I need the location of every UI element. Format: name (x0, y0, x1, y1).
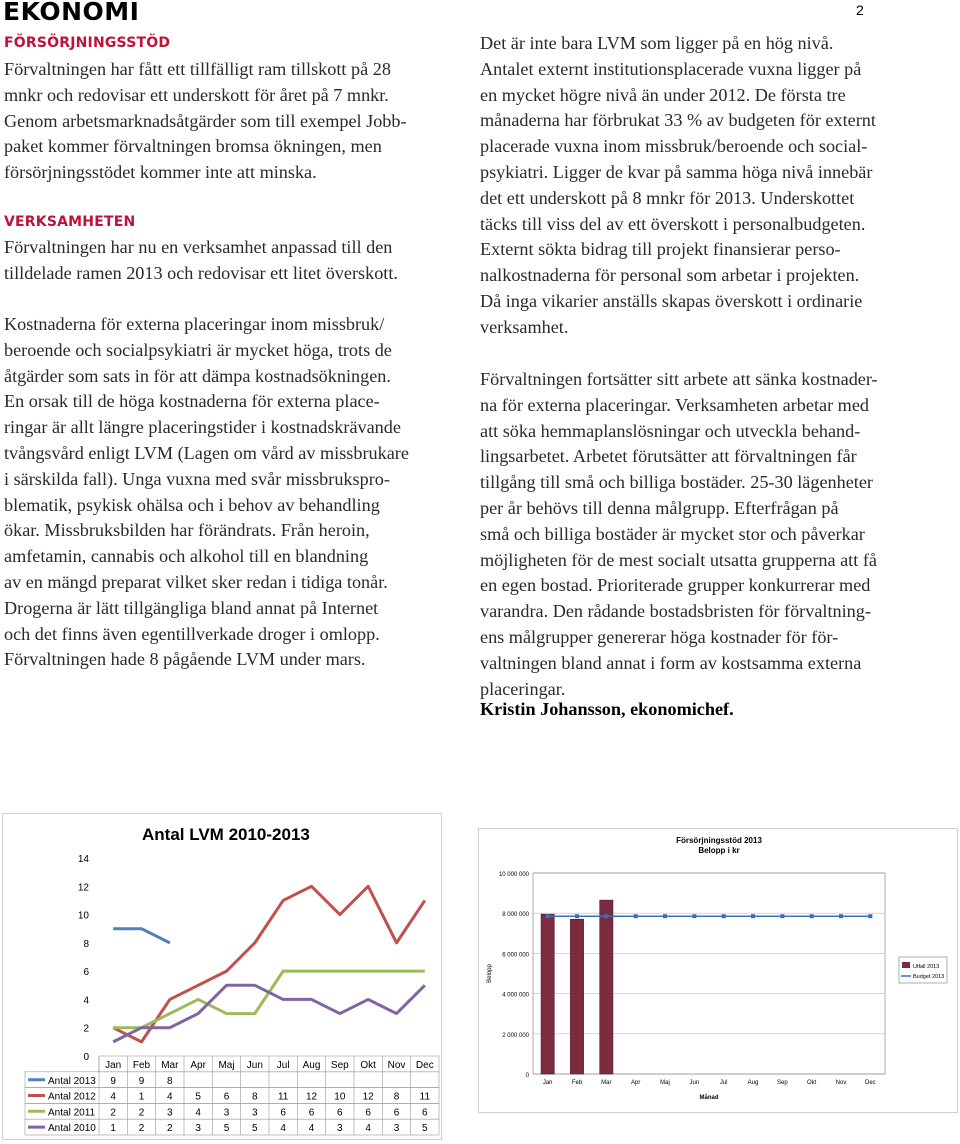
data-label: 6 (422, 1107, 428, 1119)
data-label: 1 (138, 1091, 145, 1103)
budget-point (722, 914, 726, 918)
x-tick-label: Maj (218, 1060, 235, 1071)
x-tick-label: Jun (246, 1060, 263, 1071)
text-line: en egen bostad. Prioriterade grupper konkurrerar med (480, 575, 871, 596)
x-tick-label: Sep (776, 1080, 788, 1086)
data-label: 2 (138, 1123, 145, 1135)
text-line: blematik, psykisk ohälsa och i behov av behandling (4, 494, 380, 515)
data-label: 3 (167, 1107, 173, 1119)
text-line: verksamhet. (480, 316, 569, 337)
text-line: amfetamin, cannabis och alkohol till en blandning (4, 546, 369, 567)
legend-label: Antal 2012 (48, 1091, 96, 1103)
text-line: möjligheten för de mest socialt utsatta grupperna att få (480, 549, 877, 570)
text-line: och det finns även egentillverkade droger i omlopp. (4, 623, 380, 644)
y-tick-label: 6 (83, 967, 89, 979)
x-tick-label: Maj (660, 1080, 670, 1086)
legend-label: Utfall 2013 (913, 964, 940, 970)
text-line: Förvaltningen har nu en verksamhet anpassad till den (4, 237, 393, 257)
text-line: åtgärder som sats in för att dämpa kostnadsökningen. (4, 365, 391, 386)
text-line: tvångsvård enligt LVM (Lagen om vård av missbrukare (4, 442, 409, 463)
data-label: 8 (252, 1091, 258, 1103)
data-label: 2 (110, 1107, 116, 1119)
data-label: 10 (334, 1091, 346, 1103)
data-label: 4 (110, 1091, 116, 1103)
data-label: 4 (308, 1123, 315, 1135)
chart-title: Försörjningsstöd 2013 (676, 836, 762, 845)
x-tick-label: Sep (330, 1060, 349, 1071)
text-line: Förvaltningen fortsätter sitt arbete att sänka kostnader- (480, 369, 878, 389)
bar (600, 900, 613, 1074)
series-line (113, 929, 170, 943)
text-line: psykiatri. Ligger de kvar på samma höga nivå innebär (480, 161, 873, 182)
legend-label: Antal 2010 (48, 1123, 96, 1135)
text-line: lingsarbetet. Arbetet förutsätter att förvaltningen får (480, 446, 857, 467)
text-line: varandra. Den rådande bostadsbristen för förvaltning- (480, 601, 871, 622)
y-tick-label: 4 (83, 995, 89, 1007)
text-line: tillgång till små och billiga bostäder. 25-30 lägenheter (480, 472, 873, 493)
paragraph-externa-placeringar (4, 312, 459, 673)
data-label: 6 (393, 1107, 400, 1119)
data-label: 12 (362, 1091, 374, 1103)
x-tick-label: Jun (689, 1080, 700, 1086)
x-tick-label: Dec (864, 1080, 876, 1086)
chart-subtitle: Belopp i kr (698, 846, 740, 855)
x-tick-label: Aug (747, 1080, 759, 1086)
legend-label: Antal 2011 (48, 1107, 96, 1119)
data-label: 5 (223, 1123, 230, 1135)
legend-label: Budget 2013 (913, 974, 945, 980)
text-line: beroende och socialpsykiatri är mycket höga, trots de (4, 339, 392, 360)
data-label: 9 (138, 1075, 145, 1087)
x-tick-label: Apr (190, 1060, 206, 1071)
text-line: mnkr och redovisar ett underskott för året på 7 mnkr. (4, 84, 389, 105)
x-tick-label: Jan (542, 1080, 553, 1086)
text-line: ens målgrupper genererar höga kostnader för för- (480, 626, 839, 647)
signature: Kristin Johansson, ekonomichef. (480, 699, 734, 719)
y-tick-label: 0 (525, 1073, 529, 1079)
text-line: valtningen bland annat i form av kostsamma externa (480, 652, 862, 673)
lvm-chart-svg (3, 814, 441, 1139)
bar (570, 919, 583, 1074)
data-label: 5 (252, 1123, 258, 1135)
data-label: 6 (308, 1107, 315, 1119)
text-line: det ett underskott på 8 mnkr för 2013. Underskottet (480, 187, 855, 208)
text-line: Kostnaderna för externa placeringar inom missbruk/ (4, 314, 385, 334)
data-label: 12 (305, 1091, 318, 1103)
y-tick-label: 12 (77, 882, 89, 894)
data-label: 4 (280, 1123, 286, 1135)
data-label: 6 (280, 1107, 286, 1119)
x-tick-label: Nov (835, 1080, 847, 1086)
x-tick-label: Jan (105, 1060, 122, 1071)
data-label: 2 (167, 1123, 173, 1135)
paragraph-lvm-niva (480, 31, 950, 341)
text-line: Externt sökta bidrag till projekt finansierar perso- (480, 239, 841, 260)
y-tick-label: 2 (83, 1023, 89, 1035)
y-axis-label: Belopp (487, 964, 493, 983)
text-line: av en mängd preparat vilket sker redan i tidiga tonår. (4, 571, 388, 592)
y-tick-label: 10 000 000 (498, 872, 529, 878)
x-tick-label: Nov (387, 1060, 406, 1071)
text-line: per år behövs till denna målgrupp. Efterfrågan på (480, 497, 839, 518)
data-label: 5 (422, 1123, 428, 1135)
text-line: Förvaltningen har fått ett tillfälligt ram tillskott på 28 (4, 59, 391, 79)
data-label: 8 (393, 1091, 400, 1103)
x-tick-label: Mar (601, 1080, 612, 1086)
data-label: 8 (167, 1075, 173, 1087)
page-title: EKONOMI (3, 0, 140, 26)
text-line: Då inga vikarier anställs skapas överskott i ordinarie (480, 290, 863, 311)
forsorjningsstod-chart (478, 828, 958, 1113)
x-tick-label: Okt (806, 1080, 817, 1086)
legend-label: Antal 2013 (48, 1075, 96, 1087)
text-line: Genom arbetsmarknadsåtgärder som till exempel Jobb- (4, 110, 407, 131)
data-label: 9 (110, 1075, 116, 1087)
text-line: paket kommer förvaltningen bromsa ökningen, men (4, 136, 382, 157)
y-tick-label: 4 000 000 (502, 992, 529, 999)
data-label: 6 (223, 1091, 230, 1103)
x-tick-label: Apr (630, 1080, 641, 1086)
text-line: placeringar. (480, 678, 566, 699)
data-label: 4 (167, 1091, 173, 1103)
x-tick-label: Feb (132, 1060, 151, 1071)
x-tick-label: Jul (719, 1080, 728, 1086)
text-line: Antalet externt institutionsplacerade vuxna ligger på (480, 58, 862, 79)
y-tick-label: 14 (77, 854, 89, 865)
y-tick-label: 8 000 000 (502, 912, 529, 919)
text-line: Det är inte bara LVM som ligger på en hög nivå. (480, 33, 834, 53)
page-number: 2 (856, 2, 864, 18)
data-label: 4 (365, 1123, 371, 1135)
budget-point (839, 914, 843, 918)
series-line (113, 971, 425, 1028)
text-line: ringar är allt längre placeringstider i kostnadskrävande (4, 417, 401, 438)
plot-area (533, 873, 885, 1074)
y-tick-label: 6 000 000 (502, 952, 529, 959)
data-label: 6 (365, 1107, 371, 1119)
data-label: 3 (337, 1123, 343, 1135)
x-tick-label: Mar (161, 1060, 179, 1071)
text-line: månaderna har förbrukat 33 % av budgeten för externt (480, 110, 876, 131)
budget-point (634, 914, 638, 918)
budget-point (751, 914, 755, 918)
section-heading-verksamheten: VERKSAMHETEN (4, 214, 136, 230)
text-line: tilldelade ramen 2013 och redovisar ett litet överskott. (4, 262, 398, 283)
legend-swatch (902, 962, 910, 968)
section-heading-forsorjningsstod: FÖRSÖRJNINGSSTÖD (4, 35, 171, 51)
budget-point (575, 914, 579, 918)
text-line: Förvaltningen hade 8 pågående LVM under mars. (4, 649, 366, 670)
y-tick-label: 2 000 000 (502, 1032, 529, 1039)
budget-point (604, 914, 608, 918)
text-line: placerade vuxna inom missbruk/beroende och social- (480, 136, 868, 157)
budget-point (663, 914, 667, 918)
text-line: täcks till viss del av ett överskott i personalbudgeten. (480, 213, 866, 234)
data-label: 11 (419, 1091, 431, 1103)
data-label: 4 (195, 1107, 201, 1119)
paragraph-fortsatt-arbete (480, 367, 950, 702)
budget-point (692, 914, 696, 918)
paragraph-forsorjningsstod (4, 57, 459, 186)
forsorjningsstod-chart-svg (479, 829, 957, 1112)
paragraph-verksamheten (4, 235, 459, 287)
data-label: 2 (138, 1107, 145, 1119)
y-tick-label: 10 (77, 910, 89, 922)
data-label: 3 (252, 1107, 258, 1119)
text-line: ökar. Missbruksbilden har förändrats. Från heroin, (4, 520, 370, 541)
bar (541, 914, 554, 1074)
data-label: 3 (223, 1107, 230, 1119)
text-line: na för externa placeringar. Verksamheten arbetar med (480, 394, 869, 415)
text-line: att söka hemmaplanslösningar och utveckla behand- (480, 420, 861, 441)
data-label: 11 (277, 1091, 289, 1103)
data-label: 3 (195, 1123, 201, 1135)
data-label: 3 (393, 1123, 400, 1135)
y-tick-label: 8 (83, 938, 89, 950)
text-line: i särskilda fall). Unga vuxna med svår missbrukspro- (4, 468, 390, 489)
budget-point (810, 914, 814, 918)
x-tick-label: Jul (276, 1060, 290, 1071)
text-line: Drogerna är lätt tillgängliga bland annat på Internet (4, 597, 379, 618)
text-line: små och billiga bostäder är mycket stor och påverkar (480, 523, 865, 544)
budget-point (868, 914, 872, 918)
x-tick-label: Okt (360, 1060, 376, 1071)
budget-point (780, 914, 784, 918)
x-tick-label: Aug (302, 1060, 321, 1071)
x-axis-label: Månad (699, 1095, 719, 1101)
text-line: försörjningsstödet kommer inte att minska. (4, 162, 317, 183)
chart-title: Antal LVM 2010-2013 (142, 825, 310, 844)
y-tick-label: 0 (83, 1052, 89, 1063)
data-label: 5 (195, 1091, 201, 1103)
budget-point (546, 914, 550, 918)
data-label: 6 (337, 1107, 343, 1119)
data-label: 1 (110, 1123, 116, 1135)
text-line: nalkostnaderna för personal som arbetar i projekten. (480, 265, 860, 286)
x-tick-label: Feb (571, 1080, 583, 1086)
text-line: En orsak till de höga kostnaderna för externa place- (4, 391, 380, 412)
lvm-chart (2, 813, 442, 1140)
x-tick-label: Dec (415, 1060, 434, 1071)
text-line: en mycket högre nivå än under 2012. De första tre (480, 84, 846, 105)
